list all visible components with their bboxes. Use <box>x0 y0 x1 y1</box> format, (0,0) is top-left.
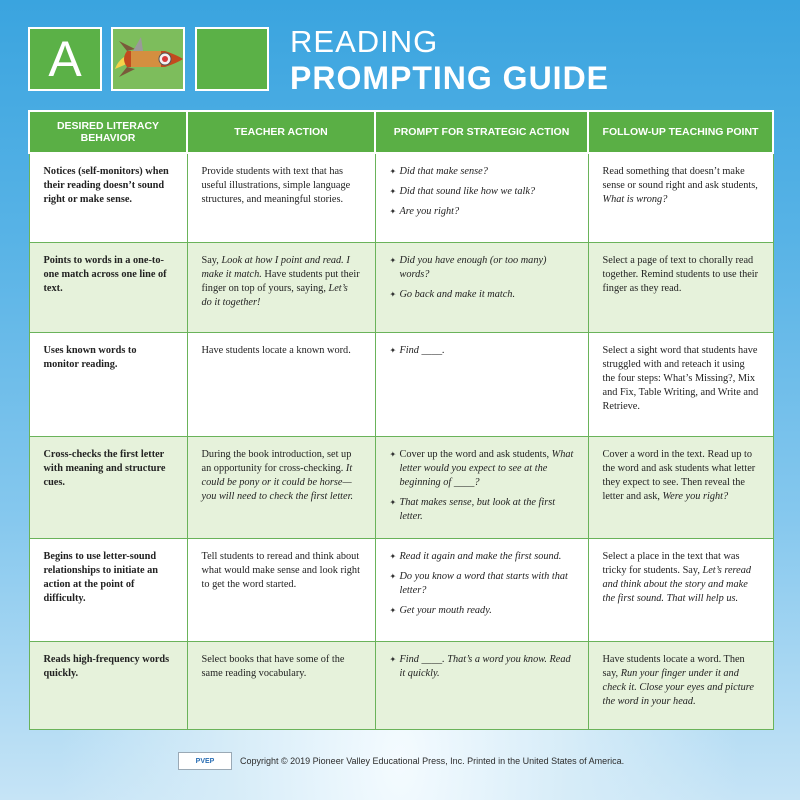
rocket-icon <box>113 29 183 89</box>
prompt-list <box>390 448 574 524</box>
prompt-item: ✦ Did you have enough (or too many) words? <box>390 254 574 282</box>
teacher-action-cell: Provide students with text that has useful illustrations, simple language structures, and meaningful stories. <box>187 153 375 242</box>
prompt-cell <box>375 641 588 729</box>
table-row <box>29 242 773 332</box>
prompt-item: ✦ Did that sound like how we talk? <box>390 185 574 199</box>
column-header: PROMPT FOR STRATEGIC ACTION <box>375 111 588 153</box>
publisher-logo: PVEP <box>178 752 232 770</box>
prompting-guide-table <box>28 110 774 730</box>
follow-up-cell: Read something that doesn’t make sense or sound right and ask students, What is wrong? <box>588 153 773 242</box>
follow-up-cell: Select a place in the text that was tricky for students. Say, Let’s reread and think about the story and make the first sound. That will help us. <box>588 538 773 641</box>
table-row <box>29 332 773 436</box>
prompt-item: ✦ That makes sense, but look at the first letter. <box>390 496 574 524</box>
prompt-cell <box>375 153 588 242</box>
teacher-action-cell: Tell students to reread and think about what would make sense and look right to get the word started. <box>187 538 375 641</box>
copyright-text: Copyright © 2019 Pioneer Valley Educational Press, Inc. Printed in the United States of America. <box>240 756 625 766</box>
page-title-line1: READING <box>290 24 439 59</box>
prompt-list <box>390 550 574 618</box>
literacy-behavior-cell: Cross-checks the first letter with meaning and structure cues. <box>29 436 187 538</box>
follow-up-cell: Cover a word in the text. Read up to the word and ask students what letter they expect to see. Then reveal the letter and ask, Were you right? <box>588 436 773 538</box>
level-badge <box>28 27 102 91</box>
prompt-list <box>390 165 574 219</box>
prompt-item: ✦ Did that make sense? <box>390 165 574 179</box>
table-row <box>29 153 773 242</box>
prompt-list <box>390 254 574 302</box>
prompt-list <box>390 344 574 358</box>
follow-up-cell: Have students locate a word. Then say, Run your finger under it and check it. Close your eyes and picture the word in your head. <box>588 641 773 729</box>
prompt-cell <box>375 436 588 538</box>
prompt-item: ✦ Are you right? <box>390 205 574 219</box>
literacy-behavior-cell: Points to words in a one-to-one match across one line of text. <box>29 242 187 332</box>
teacher-action-cell: Say, Look at how I point and read. I make it match. Have students put their finger on top of yours, saying, Let’s do it together! <box>187 242 375 332</box>
prompt-item: ✦ Cover up the word and ask students, What letter would you expect to see at the beginning of ____? <box>390 448 574 490</box>
literacy-behavior-cell: Uses known words to monitor reading. <box>29 332 187 436</box>
page-title-line2: PROMPTING GUIDE <box>290 60 610 96</box>
prompt-item: ✦ Go back and make it match. <box>390 288 574 302</box>
footer <box>178 752 624 770</box>
level-letter: A <box>48 31 82 87</box>
level-box-blank <box>195 27 269 91</box>
table-row <box>29 436 773 538</box>
prompt-cell <box>375 242 588 332</box>
prompt-item: ✦ Read it again and make the first sound. <box>390 550 574 564</box>
teacher-action-cell: Select books that have some of the same reading vocabulary. <box>187 641 375 729</box>
literacy-behavior-cell: Reads high-frequency words quickly. <box>29 641 187 729</box>
table-row <box>29 538 773 641</box>
teacher-action-cell: During the book introduction, set up an opportunity for cross-checking. It could be pony or it could be horse—you will need to check the first letter. <box>187 436 375 538</box>
prompt-item: ✦ Find ____. That’s a word you know. Read it quickly. <box>390 653 574 681</box>
prompt-item: ✦ Find ____. <box>390 344 574 358</box>
column-header: DESIRED LITERACY BEHAVIOR <box>29 111 187 153</box>
teacher-action-cell: Have students locate a known word. <box>187 332 375 436</box>
follow-up-cell: Select a page of text to chorally read together. Remind students to use their finger as they read. <box>588 242 773 332</box>
literacy-behavior-cell: Notices (self-monitors) when their reading doesn’t sound right or make sense. <box>29 153 187 242</box>
rocket-ship-illustration <box>111 27 185 91</box>
literacy-behavior-cell: Begins to use letter-sound relationships to initiate an action at the point of difficulty. <box>29 538 187 641</box>
prompt-cell <box>375 538 588 641</box>
prompt-item: ✦ Do you know a word that starts with that letter? <box>390 570 574 598</box>
column-header: TEACHER ACTION <box>187 111 375 153</box>
prompt-list <box>390 653 574 681</box>
table-row <box>29 641 773 729</box>
prompt-cell <box>375 332 588 436</box>
table-header-row <box>29 111 773 153</box>
column-header: FOLLOW-UP TEACHING POINT <box>588 111 773 153</box>
prompt-item: ✦ Get your mouth ready. <box>390 604 574 618</box>
follow-up-cell: Select a sight word that students have struggled with and reteach it using the four steps: What’s Missing?, Mix and Fix, Table Writing, and Write and Retrieve. <box>588 332 773 436</box>
